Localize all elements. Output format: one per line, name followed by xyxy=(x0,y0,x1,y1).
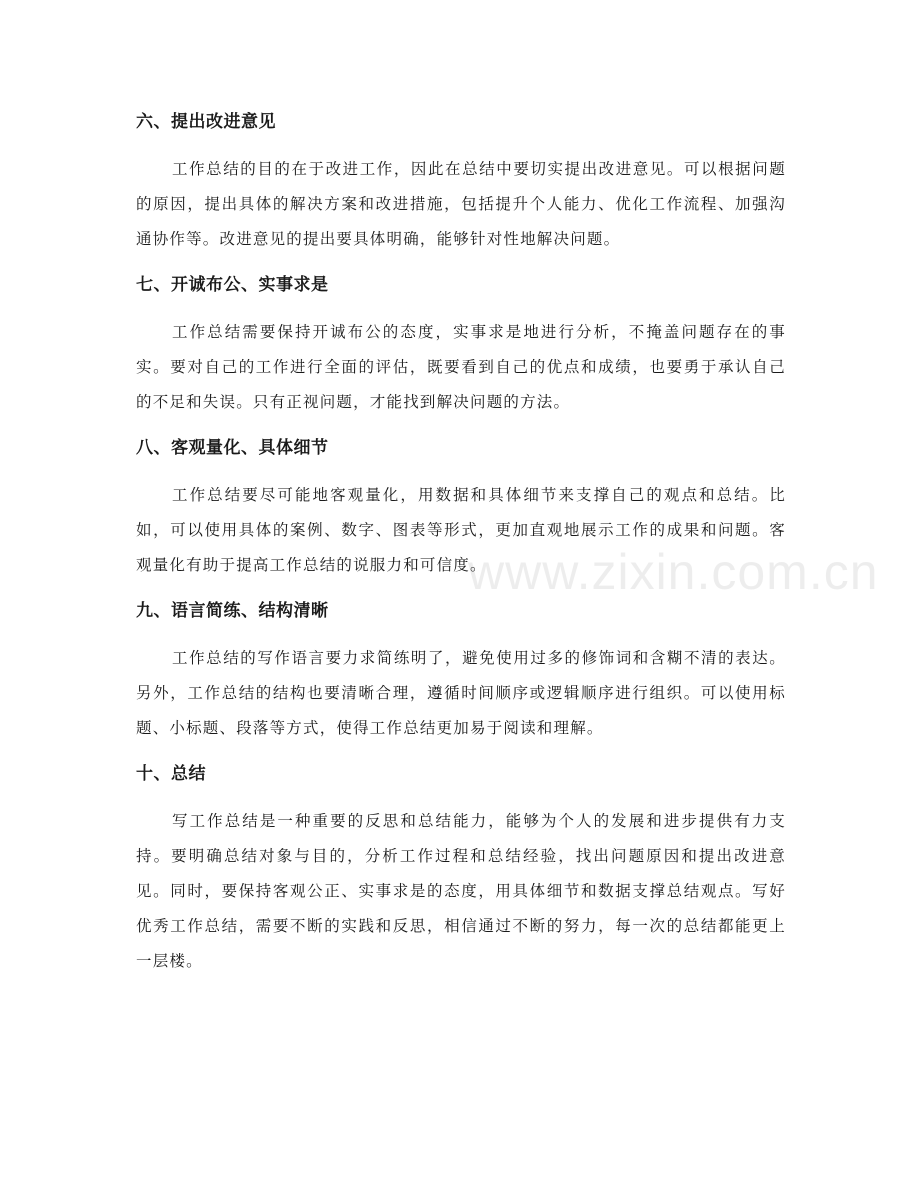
watermark-text: www.zixin.com.cn xyxy=(468,544,879,600)
section-paragraph: 写工作总结是一种重要的反思和总结能力，能够为个人的发展和进步提供有力支持。要明确总结对象与目的，分析工作过程和总结经验，找出问题原因和提出改进意见。同时，要保持客观公正、实事求是的态度，用具体细节和数据支撑总结观点。写好优秀工作总结，需要不断的实践和反思，相信通过不断的努力，每一次的总结都能更上一层楼。 xyxy=(136,812,786,970)
section-paragraph: 工作总结的写作语言要力求简练明了，避免使用过多的修饰词和含糊不清的表达。另外，工作总结的结构也要清晰合理，遵循时间顺序或逻辑顺序进行组织。可以使用标题、小标题、段落等方式，使得工作总结更加易于阅读和理解。 xyxy=(136,649,786,737)
section-10 xyxy=(136,756,786,979)
section-7 xyxy=(136,267,786,420)
section-heading: 十、总结 xyxy=(136,764,206,784)
section-9 xyxy=(136,593,786,746)
section-paragraph: 工作总结需要保持开诚布公的态度，实事求是地进行分析，不掩盖问题存在的事实。要对自己的工作进行全面的评估，既要看到自己的优点和成绩，也要勇于承认自己的不足和失误。只有正视问题，才能找到解决问题的方法。 xyxy=(136,323,786,411)
section-6 xyxy=(136,104,786,257)
section-paragraph: 工作总结的目的在于改进工作，因此在总结中要切实提出改进意见。可以根据问题的原因，提出具体的解决方案和改进措施，包括提升个人能力、优化工作流程、加强沟通协作等。改进意见的提出要具体明确，能够针对性地解决问题。 xyxy=(136,160,786,248)
section-paragraph: 工作总结要尽可能地客观量化，用数据和具体细节来支撑自己的观点和总结。比如，可以使用具体的案例、数字、图表等形式，更加直观地展示工作的成果和问题。客观量化有助于提高工作总结的说服力和可信度。 xyxy=(136,486,786,574)
section-heading: 六、提出改进意见 xyxy=(136,112,276,132)
section-heading: 七、开诚布公、实事求是 xyxy=(136,275,329,295)
section-heading: 九、语言简练、结构清晰 xyxy=(136,601,329,621)
section-heading: 八、客观量化、具体细节 xyxy=(136,438,329,458)
document-content xyxy=(136,104,786,989)
section-8 xyxy=(136,430,786,583)
